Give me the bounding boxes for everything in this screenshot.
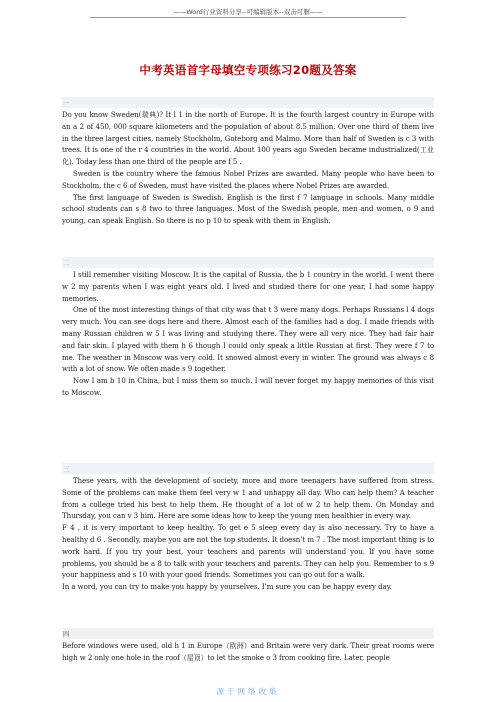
section-4 <box>62 628 434 665</box>
section-1-header <box>62 97 434 110</box>
section-1-paragraph-1: Do you know Sweden(瑞典)? It l 1 in the north of Europe. It is the fourth largest country in Europe with an a 2 of 450, 000 square kilometers and the population of about 8.5 million. Over one third of them live in the three largest cities, namely Stockholm, Goteborg and Malmo. More than half of Sweden is c 3 with trees. It is one of the r 4 countries in the world. About 100 years ago Sweden became industrialized(工业化). Today less than one third of the people are f 5 . <box>62 111 434 167</box>
section-1-bar <box>62 97 434 108</box>
section-3-paragraph-3: In a word, you can try to make you happy by yourselves. I’m sure you can be happy every day. <box>62 583 392 592</box>
section-3-header <box>62 463 434 476</box>
page-title: 中考英语首字母填空专项练习20题及答案 <box>139 63 357 77</box>
page-footer: 源于网络收集 <box>216 687 280 696</box>
section-3-bar <box>62 463 434 474</box>
section-4-label: 四 <box>63 630 70 638</box>
page-header: ——Word行业资料分享--可编辑版本--双击可删—— <box>173 8 323 16</box>
section-3-paragraph-1: These years, with the development of society, more and more teenagers have suffered from stress. Some of the problems can make them feel very w 1 and unhappy all day. Who can help them? A teacher from a college tried his best to help them. He thought of a lot of w 2 to help them. On Monday and Thursday, you can v 3 him. Here are some ideas how to keep the young men healthier in every way. <box>62 477 434 521</box>
section-2-paragraph-2: One of the most interesting things of that city was that t 3 were many dogs. Perhaps Russians l 4 dogs very much. You can see dogs here and there. Almost each of the families had a dog. I made friends with many Russian children w 5 I was living and studying there. They were all very nice. They had fair hair and fair skin. I played with them h 6 though I could only speak a little Russian at first. They were f 7 to me. The weather in Moscow was very cold. It snowed almost every in winter. The ground was always c 8 with a lot of snow. We often made s 9 together. <box>62 306 434 374</box>
section-2-paragraph-1: I still remember visiting Moscow. It is the capital of Russia, the b 1 country in the world. I went there w 2 my parents when I was eight years old. I lived and studied there for one year, I had some happy memories. <box>62 271 434 303</box>
section-4-header <box>62 628 434 641</box>
section-2-label: 二 <box>63 259 70 267</box>
section-4-bar <box>62 628 434 639</box>
section-3 <box>62 463 434 594</box>
section-2 <box>62 257 434 400</box>
header-rule <box>90 17 406 18</box>
section-2-bar <box>62 257 434 268</box>
section-2-paragraph-3: Now I am b 10 in China, but I miss them so much. I will never forget my happy memories of this visit to Moscow. <box>62 377 434 397</box>
section-2-header <box>62 257 434 270</box>
section-1-paragraph-3: The first language of Sweden is Swedish. English is the first f 7 language in schools. Many middle school students can s 8 two to three languages. Most of the Swedish people, men and women, o 9 and young, can speak English. So there is no p 10 to speak with them in English. <box>62 193 434 226</box>
section-1-paragraph-2: Sweden is the country where the famous Nobel Prizes are awarded. Many people who have been to Stockholm, the c 6 of Sweden, must have visited the places where Nobel Prizes are awarded. <box>62 169 434 190</box>
section-3-paragraph-2: F 4 , it is very important to keep healthy. To get e 5 sleep every day is also necessary. Try to have a healthy d 6 . Secondly, maybe you are not the top students. It doesn’t m 7 . The most important thing is to work hard. If you try your best, your teachers and parents will understand you. If you have some problems, you should be a 8 to talk with your teachers and parents. They can help you. Remember to s 9 your happiness and s 10 with your good friends. Sometimes you can go out for a walk. <box>62 524 434 580</box>
section-1-label: 一 <box>63 99 70 107</box>
section-3-label: 三 <box>63 465 70 473</box>
section-4-paragraph-1: Before windows were used, old h 1 in Europe（欧洲）and Britain were very dark. Their great rooms were high w 2 only one hole in the roof（屋顶）to let the smoke o 3 from cooking fire. Later, people <box>62 642 434 662</box>
section-1 <box>62 97 434 228</box>
